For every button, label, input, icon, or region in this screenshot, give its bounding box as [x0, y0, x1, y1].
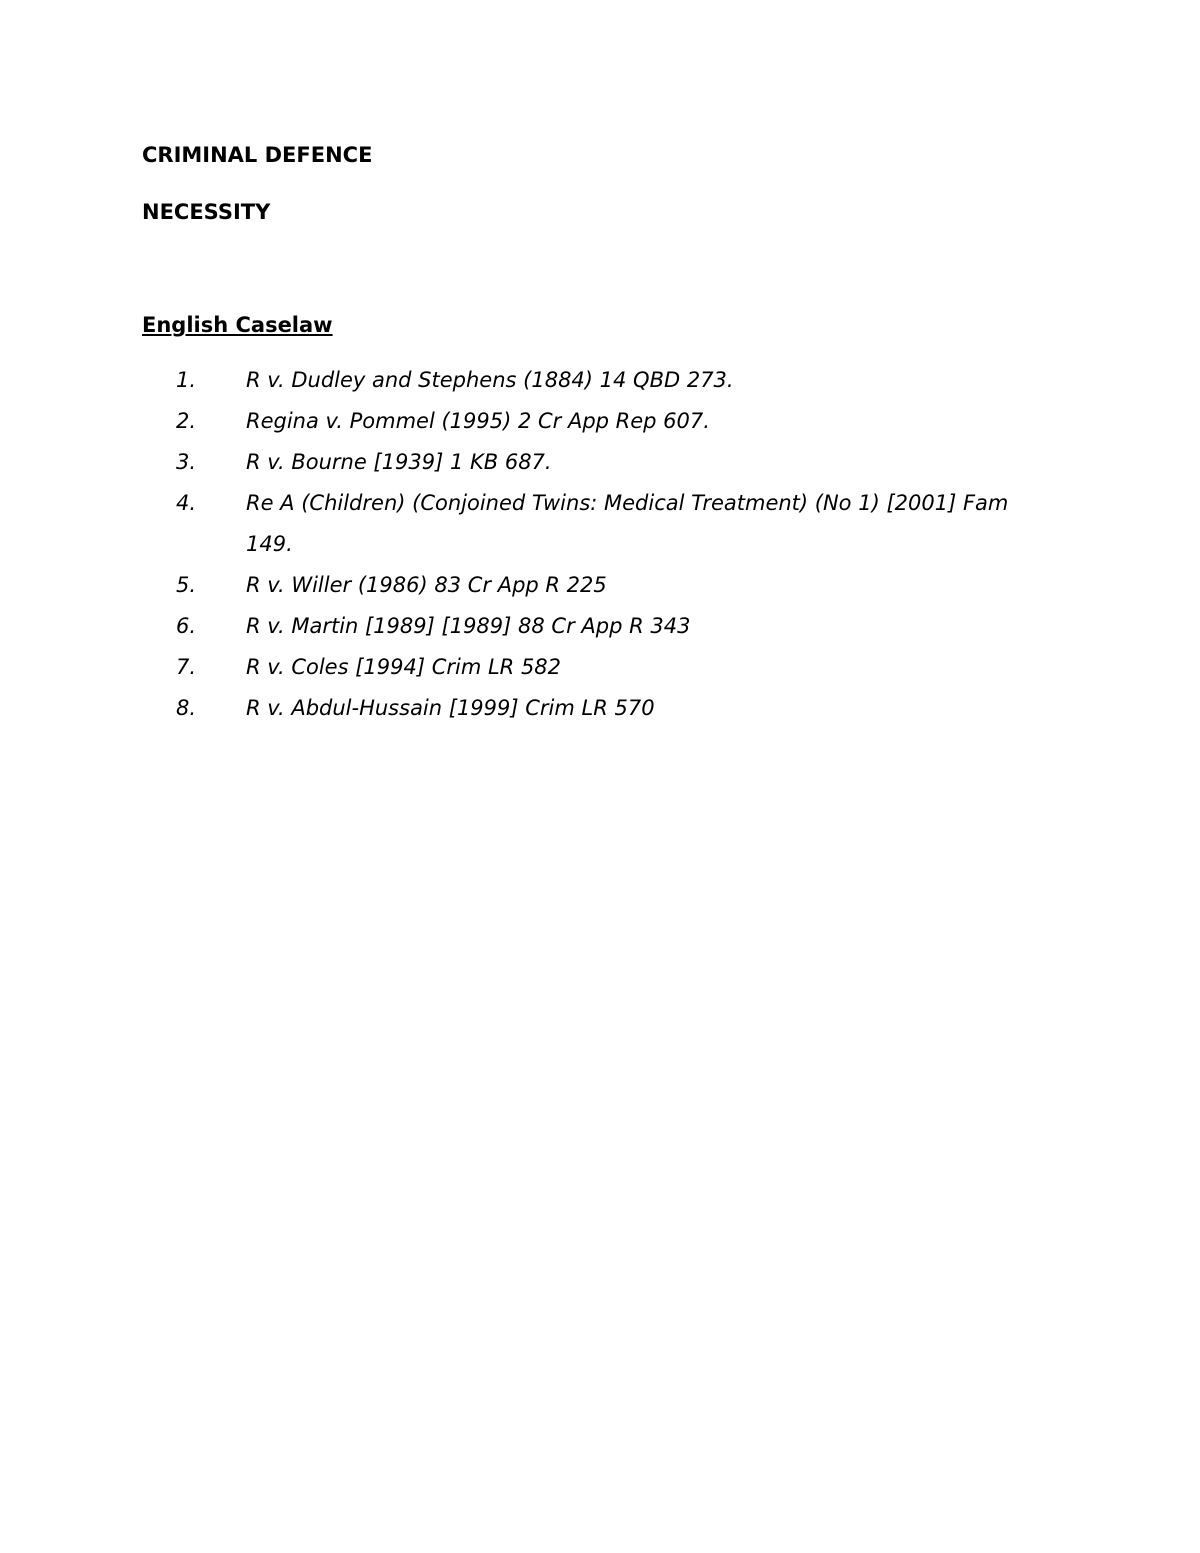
case-citation: R v. Bourne [1939] 1 KB 687.	[246, 450, 552, 474]
case-citation: R v. Martin [1989] [1989] 88 Cr App R 343	[246, 614, 691, 638]
case-citation: R v. Coles [1994] Crim LR 582	[246, 655, 562, 679]
list-number: 3.	[176, 450, 197, 474]
list-number: 4.	[176, 491, 197, 515]
list-number: 1.	[176, 368, 197, 392]
document-title: CRIMINAL DEFENCE	[142, 143, 373, 167]
list-number: 8.	[176, 696, 197, 720]
list-item	[0, 688, 1056, 729]
list-number: 5.	[176, 573, 197, 597]
list-number: 2.	[176, 409, 197, 433]
case-citation: R v. Willer (1986) 83 Cr App R 225	[246, 573, 607, 597]
document-subtitle: NECESSITY	[142, 200, 271, 224]
case-list	[0, 360, 1056, 729]
case-citation: R v. Dudley and Stephens (1884) 14 QBD 273.	[246, 368, 734, 392]
section-heading: English Caselaw	[142, 313, 333, 337]
list-item	[0, 442, 1056, 483]
case-citation: Re A (Children) (Conjoined Twins: Medical Treatment) (No 1) [2001] Fam 149.	[246, 491, 1009, 556]
case-citation: Regina v. Pommel (1995) 2 Cr App Rep 607.	[246, 409, 710, 433]
list-item	[0, 360, 1056, 401]
list-number: 7.	[176, 655, 197, 679]
list-item	[0, 401, 1056, 442]
list-item	[0, 647, 1056, 688]
list-item	[0, 565, 1056, 606]
list-item	[0, 483, 1056, 565]
case-citation: R v. Abdul-Hussain [1999] Crim LR 570	[246, 696, 655, 720]
list-item	[0, 606, 1056, 647]
list-number: 6.	[176, 614, 197, 638]
